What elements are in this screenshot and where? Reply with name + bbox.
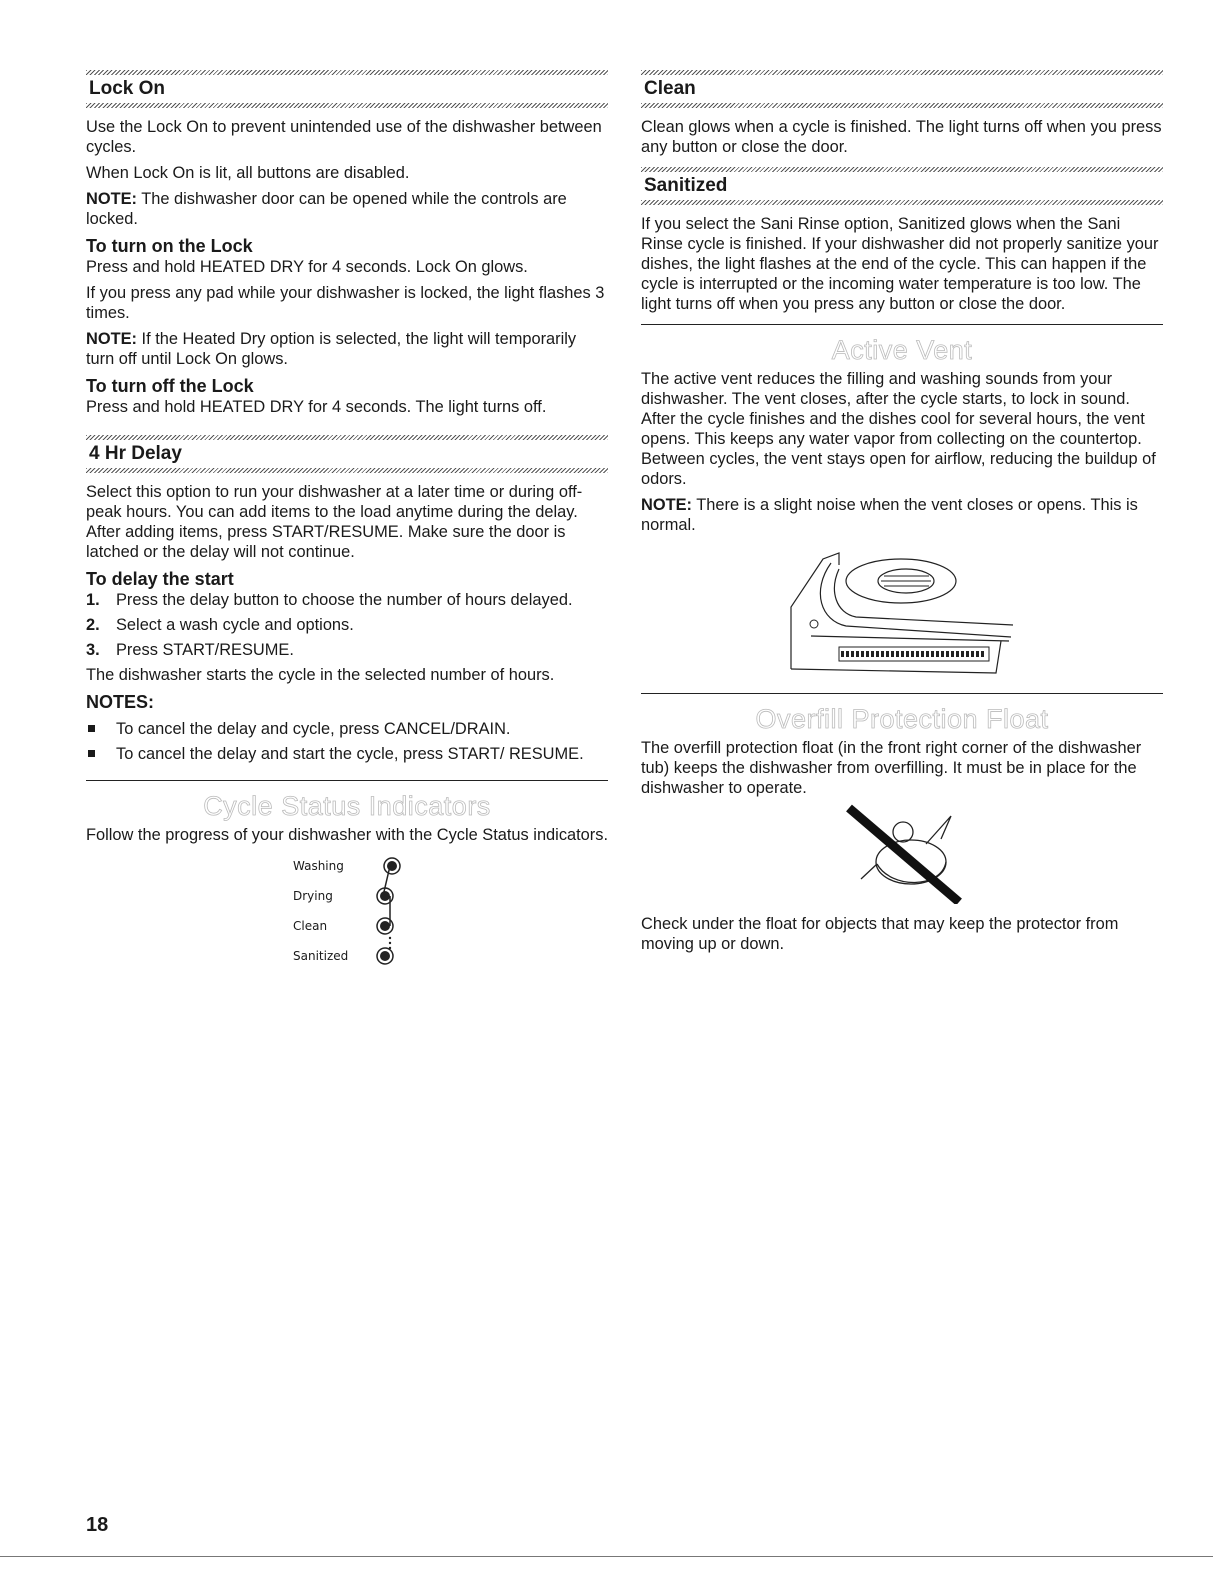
note-item-text: To cancel the delay and cycle, press CANCEL/DRAIN. [116, 720, 511, 738]
overfill-paragraph-2: Check under the float for objects that may keep the protector from moving up or down. [641, 915, 1119, 953]
step-text: Press START/RESUME. [116, 641, 294, 659]
section-divider [641, 324, 1163, 325]
indicator-connector-icon [373, 851, 403, 971]
right-column [641, 66, 1163, 960]
active-vent-title: Active Vent [831, 335, 973, 365]
note-text: If the Heated Dry option is selected, the light will temporarily turn off until Lock On glows. [86, 330, 577, 368]
sanitized-paragraph: If you select the Sani Rinse option, Sanitized glows when the Sani Rinse cycle is finished. If your dishwasher did not properly sanitize your dishes, the light flashes at the end of the cycle. This can happen if the cycle is interrupted or the incoming water temperature is too low. The light turns off when you press any button or close the door. [641, 215, 1159, 313]
bullet-icon [88, 750, 95, 757]
step-text: Press the delay button to choose the number of hours delayed. [116, 591, 573, 609]
delay-title: 4 Hr Delay [89, 443, 182, 464]
indicator-row-clean [293, 911, 433, 941]
note-text: The dishwasher door can be opened while the controls are locked. [86, 190, 567, 228]
turn-off-lock-heading: To turn off the Lock [86, 376, 254, 396]
sanitized-title: Sanitized [644, 175, 728, 196]
delay-after-steps: The dishwasher starts the cycle in the selected number of hours. [86, 666, 555, 684]
list-item [86, 744, 608, 764]
step-number: 2. [86, 616, 100, 634]
cycle-status-title: Cycle Status Indicators [203, 791, 491, 821]
overfill-title: Overfill Protection Float [755, 704, 1049, 734]
delay-start-heading: To delay the start [86, 569, 234, 589]
step-text: Select a wash cycle and options. [116, 616, 354, 634]
bullet-icon [88, 725, 95, 732]
note-label: NOTE: [86, 190, 137, 208]
list-item [86, 719, 608, 739]
section-divider [641, 693, 1163, 694]
list-item [86, 615, 608, 635]
indicator-label: Sanitized [293, 949, 349, 963]
indicator-label: Clean [293, 919, 328, 933]
lock-on-title: Lock On [89, 78, 166, 99]
cycle-status-paragraph: Follow the progress of your dishwasher with the Cycle Status indicators. [86, 826, 609, 844]
note-text: There is a slight noise when the vent closes or opens. This is normal. [641, 496, 1138, 534]
indicator-row-drying [293, 881, 433, 911]
section-divider [86, 780, 608, 781]
overfill-float-illustration [641, 804, 1163, 904]
lock-on-header [86, 66, 608, 109]
active-vent-paragraph: The active vent reduces the filling and washing sounds from your dishwasher. The vent closes, after the cycle starts, to lock in sound. After the cycle finishes and the dishes cool for several hours, the vent opens. This keeps any water vapor from collecting on the countertop. Between cycles, the vent stays open for airflow, reducing the buildup of odors. [641, 370, 1156, 488]
delay-steps-list [86, 590, 608, 660]
clean-title: Clean [644, 78, 696, 99]
indicator-row-washing [293, 851, 433, 881]
footer-divider [0, 1556, 1213, 1557]
clean-paragraph: Clean glows when a cycle is finished. The light turns off when you press any button or close the door. [641, 118, 1162, 156]
lock-on-paragraph-2: When Lock On is lit, all buttons are disabled. [86, 164, 410, 182]
indicator-row-sanitized [293, 941, 433, 971]
note-label: NOTE: [86, 330, 137, 348]
note-item-text: To cancel the delay and start the cycle, press START/ RESUME. [116, 745, 584, 763]
step-number: 1. [86, 591, 100, 609]
active-vent-illustration [641, 541, 1163, 691]
list-item [86, 640, 608, 660]
lock-on-note [86, 189, 608, 229]
indicator-label: Drying [293, 889, 333, 903]
page-number: 18 [86, 1514, 109, 1536]
left-column [86, 66, 608, 971]
note-label: NOTE: [641, 496, 692, 514]
delay-header [86, 431, 608, 474]
delay-paragraph: Select this option to run your dishwasher at a later time or during off-peak hours. You can add items to the load anytime during the delay. After adding items, press START/RESUME. Make sure the door is latched or the delay will not continue. [86, 483, 583, 561]
list-item [86, 590, 608, 610]
notes-heading: NOTES: [86, 692, 155, 712]
lock-on-paragraph: Use the Lock On to prevent unintended use of the dishwasher between cycles. [86, 118, 602, 156]
delay-notes-list [86, 719, 608, 764]
indicator-label: Washing [293, 859, 344, 873]
turn-on-lock-paragraph: Press and hold HEATED DRY for 4 seconds. Lock On glows. [86, 258, 528, 276]
heated-dry-note [86, 329, 608, 369]
cycle-status-indicators [293, 851, 433, 971]
turn-off-lock-paragraph: Press and hold HEATED DRY for 4 seconds. The light turns off. [86, 398, 547, 416]
turn-on-lock-heading: To turn on the Lock [86, 236, 253, 256]
sanitized-header [641, 163, 1163, 206]
clean-header [641, 66, 1163, 109]
overfill-paragraph: The overfill protection float (in the front right corner of the dishwasher tub) keeps the dishwasher from overfilling. It must be in place for the dishwasher to operate. [641, 739, 1142, 797]
step-number: 3. [86, 641, 100, 659]
turn-on-lock-paragraph-2: If you press any pad while your dishwasher is locked, the light flashes 3 times. [86, 284, 605, 322]
active-vent-note [641, 495, 1163, 535]
